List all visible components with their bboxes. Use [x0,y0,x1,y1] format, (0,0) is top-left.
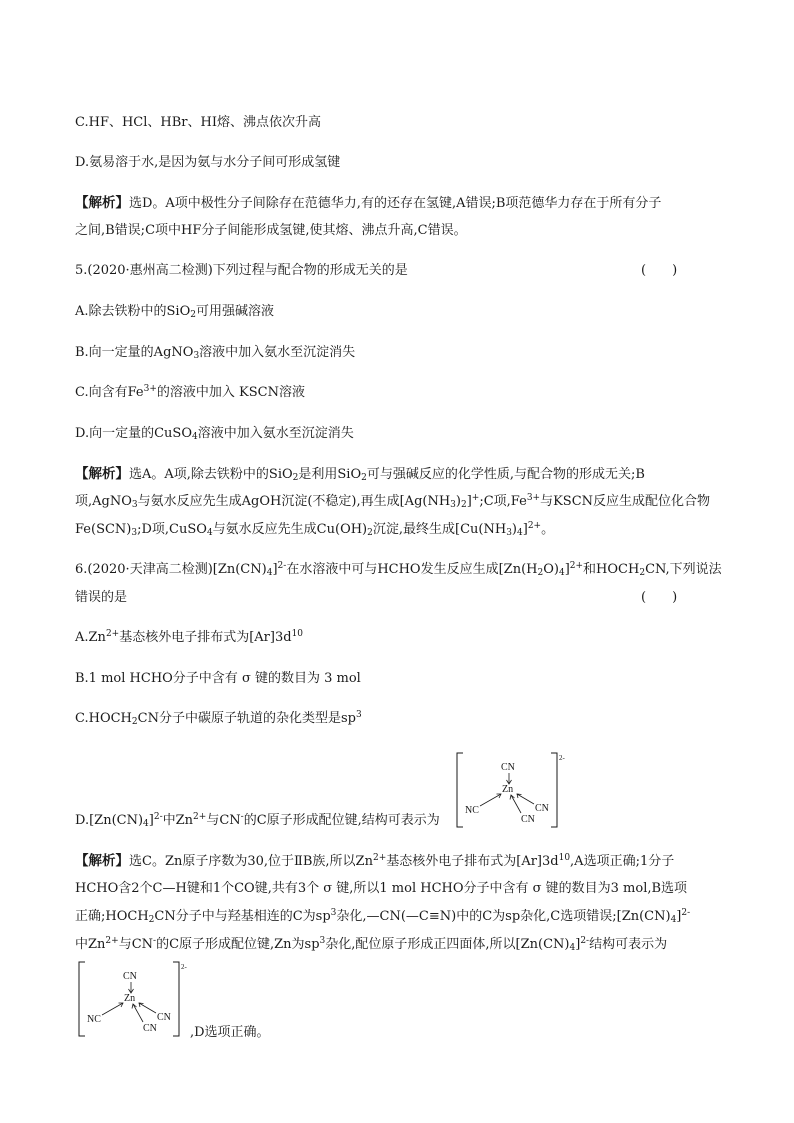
q6-analysis-line5: ,D选项正确。 [190,1025,270,1040]
nc-left-label: NC [465,805,479,816]
bond-left [102,1003,123,1015]
right-bracket [551,753,557,827]
q6-answer-paren: ( ) [641,590,678,605]
cn-bottom-label: CN [521,814,535,825]
cn-right-label: CN [157,1012,171,1023]
cn-bottom-label: CN [143,1023,157,1034]
q5-analysis-line3: $Fe(SCN)_3;D$项,CuSO$_4$与氨水反应先生成$Cu(OH)_2$沉淀,最终生成$[Cu(NH_3)_4]^{2+}$。 [75,521,555,538]
q6-option-d: $D.[Zn(CN)_4]^{2-}$中$Zn^{2+}$与CN-的C原子形成配位键,结构可表示为 [75,812,440,829]
q6-stem-line1: 6.(2020·天津高二检测)$[Zn(CN)_4]^{2-}$在水溶液中可与HCHO发生反应生成$[Zn(H_2O)_4]^{2+}$和$HOCH_2CN$,下列说法 [75,561,722,578]
q5-option-a: A.除去铁粉中的SiO$_2$可用强碱溶液 [75,304,274,320]
right-bracket [173,962,179,1036]
left-bracket [79,962,85,1036]
cn-top-label: CN [123,971,137,982]
zn-label: Zn [124,993,136,1004]
q6-option-b: B.1 mol HCHO分子中含有 σ 键的数目为 3 mol [75,671,361,686]
q5-answer-paren: ( ) [641,263,678,278]
zn-cn-complex-structure [455,751,570,829]
bond-right [139,1003,156,1013]
q6-analysis-line2: HCHO含2个C—H键和1个CO键,共有3个 σ 键,所以1 mol HCHO分子中含有 σ 键的数目为3 mol,B选项 [75,881,688,896]
q4-analysis-line2: 之间,B错误;C项中HF分子间能形成氢键,使其熔、沸点升高,C错误。 [75,223,467,238]
q5-option-d: D.向一定量的CuSO$_4$溶液中加入氨水至沉淀消失 [75,426,354,442]
q6-analysis-line1: 【解析】选C。Zn原子序数为30,位于ⅡB族,所以$Zn^{2+}$基态核外电子排布式为$[Ar]3d^{10},A$选项正确;1分子 [75,853,675,869]
q5-stem: 5.(2020·惠州高二检测)下列过程与配合物的形成无关的是 [75,263,408,278]
cn-top-label: CN [501,762,515,773]
q4-analysis-line1: 【解析】选D。A项中极性分子间除存在范德华力,有的还存在氢键,A错误;B项范德华力存在于所有分子 [75,195,662,211]
analysis-tag: 【解析】 [75,466,129,482]
q6-option-a: $A.Zn^{2+}$基态核外电子排布式为$[Ar]3d^{10}$ [75,629,304,645]
q6-analysis-line4: 中$Zn^{2+}$与CN-的C原子形成配位键,Zn为$sp^3$杂化,配位原子形成正四面体,所以$[Zn(CN)_4]^{2-}$结构可表示为 [75,936,668,953]
q5-analysis-line1: 【解析】选A。A项,除去铁粉中的SiO$_2$是利用SiO$_2$可与强碱反应的化学性质,与配合物的形成无关;B [75,466,645,483]
q6-analysis-line3: 正确$;HOCH_2CN$分子中与羟基相连的C为$sp^3$杂化,—CN(—C≡N)中的C为sp杂化,C选项错误$;[Zn(CN)_4]^{2-}$ [75,908,691,925]
q6-stem-line2: 错误的是 [75,590,128,605]
analysis-tag: 【解析】 [75,853,129,869]
bond-bottom [133,1004,143,1022]
left-bracket [457,753,463,827]
cn-right-label: CN [535,803,549,814]
bond-bottom [511,795,521,813]
zn-label: Zn [502,784,514,795]
q6-option-c: $C.HOCH_2CN$分子中碳原子轨道的杂化类型是$sp^3$ [75,710,362,727]
zn-cn-complex-structure-analysis [77,960,192,1038]
q4-option-d: D.氨易溶于水,是因为氨与水分子间可形成氢键 [75,155,341,170]
q5-option-b: B.向一定量的AgNO$_3$溶液中加入氨水至沉淀消失 [75,345,356,361]
q4-option-c: C.HF、HCl、HBr、HI熔、沸点依次升高 [75,115,321,130]
nc-left-label: NC [87,1014,101,1025]
analysis-tag: 【解析】 [75,195,129,211]
bond-left [480,794,501,806]
charge-label: 2- [559,754,565,762]
charge-label: 2- [181,963,187,971]
bond-right [517,794,534,804]
q5-option-c: C.向含有$Fe^{3+}$的溶液中加入 KSCN溶液 [75,384,305,400]
q5-analysis-line2: 项,AgNO$_3$与氨水反应先生成AgOH沉淀(不稳定),再生成$[Ag(NH_3)_2]^+;C$项$,Fe^{3+}$与KSCN反应生成配位化合物 [75,493,711,510]
